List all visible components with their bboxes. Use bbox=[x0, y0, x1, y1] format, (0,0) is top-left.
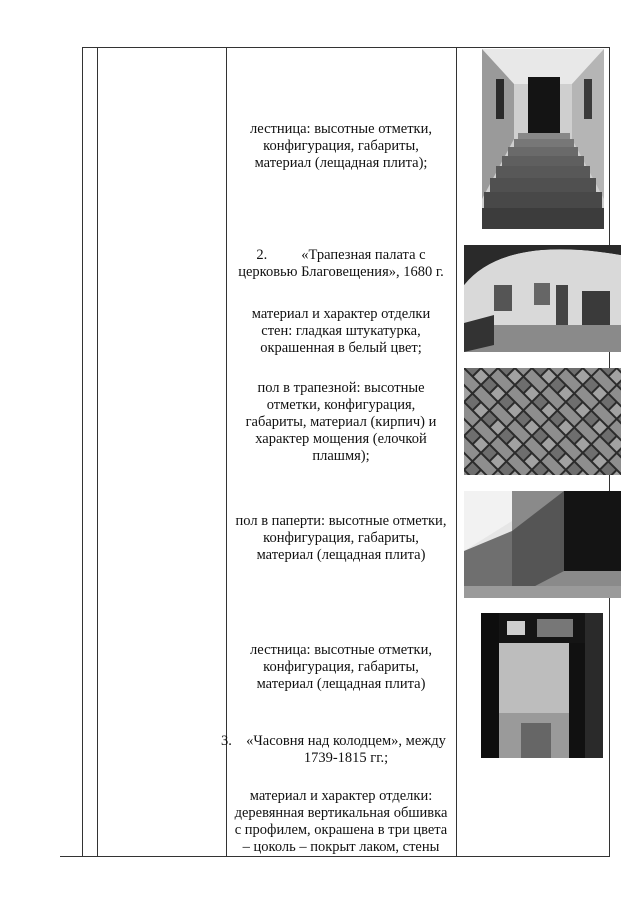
photo-porch-floor bbox=[464, 491, 621, 598]
text-line: отметки, конфигурация, bbox=[266, 397, 416, 413]
table-col-divider-1 bbox=[97, 47, 98, 857]
text-block-chapel-finish bbox=[228, 788, 454, 856]
photo-staircase-narrow bbox=[481, 613, 603, 758]
text-line: габариты, материал (кирпич) и bbox=[245, 414, 437, 430]
text-line: «Часовня над колодцем», между bbox=[246, 733, 446, 749]
table-border-left bbox=[82, 47, 83, 857]
text-block-porch-floor bbox=[228, 513, 454, 564]
text-line: лестница: высотные отметки, bbox=[250, 121, 432, 137]
table-col-divider-3 bbox=[456, 47, 457, 857]
text-block-chapel-title bbox=[238, 733, 454, 767]
text-block-refectory-title bbox=[228, 247, 454, 281]
text-line: – цоколь – покрыт лаком, стены bbox=[242, 839, 440, 855]
text-line: плашмя); bbox=[312, 448, 370, 464]
table-border-bottom bbox=[60, 856, 610, 857]
text-line: материал и характер отделки: bbox=[249, 788, 433, 804]
photo-brick-floor bbox=[464, 368, 621, 475]
text-line: 1739-1815 гг.; bbox=[303, 750, 389, 766]
item-number-3: 3. bbox=[221, 733, 232, 749]
text-line: материал (лещадная плита) bbox=[256, 676, 426, 692]
text-line: с профилем, окрашена в три цвета bbox=[234, 822, 448, 838]
text-line: церковью Благовещения», 1680 г. bbox=[238, 264, 444, 280]
text-line: материал (лещадная плита) bbox=[256, 547, 426, 563]
photo-refectory-interior bbox=[464, 245, 621, 352]
photo-staircase-corridor bbox=[482, 49, 604, 229]
text-line: конфигурация, габариты, bbox=[263, 530, 419, 546]
text-line: материал и характер отделки bbox=[251, 306, 431, 322]
text-line: пол в трапезной: высотные bbox=[257, 380, 425, 396]
table-border-top bbox=[82, 47, 610, 48]
text-line: пол в паперти: высотные отметки, bbox=[235, 513, 447, 529]
text-block-staircase-1 bbox=[228, 121, 454, 172]
item-title: «Трапезная палата с bbox=[301, 247, 426, 263]
text-line: стен: гладкая штукатурка, bbox=[261, 323, 421, 339]
text-line bbox=[228, 247, 454, 264]
text-line: конфигурация, габариты, bbox=[263, 659, 419, 675]
text-line: материал (лещадная плита); bbox=[254, 155, 428, 171]
text-line: деревянная вертикальная обшивка bbox=[234, 805, 448, 821]
text-line: окрашенная в белый цвет; bbox=[260, 340, 422, 356]
item-number: 2. bbox=[256, 247, 268, 263]
text-line: лестница: высотные отметки, bbox=[250, 642, 432, 658]
text-block-staircase-2 bbox=[228, 642, 454, 693]
text-block-refectory-floor bbox=[228, 380, 454, 465]
text-line: конфигурация, габариты, bbox=[263, 138, 419, 154]
text-line: характер мощения (елочкой bbox=[255, 431, 427, 447]
text-block-wall-finish bbox=[228, 306, 454, 357]
